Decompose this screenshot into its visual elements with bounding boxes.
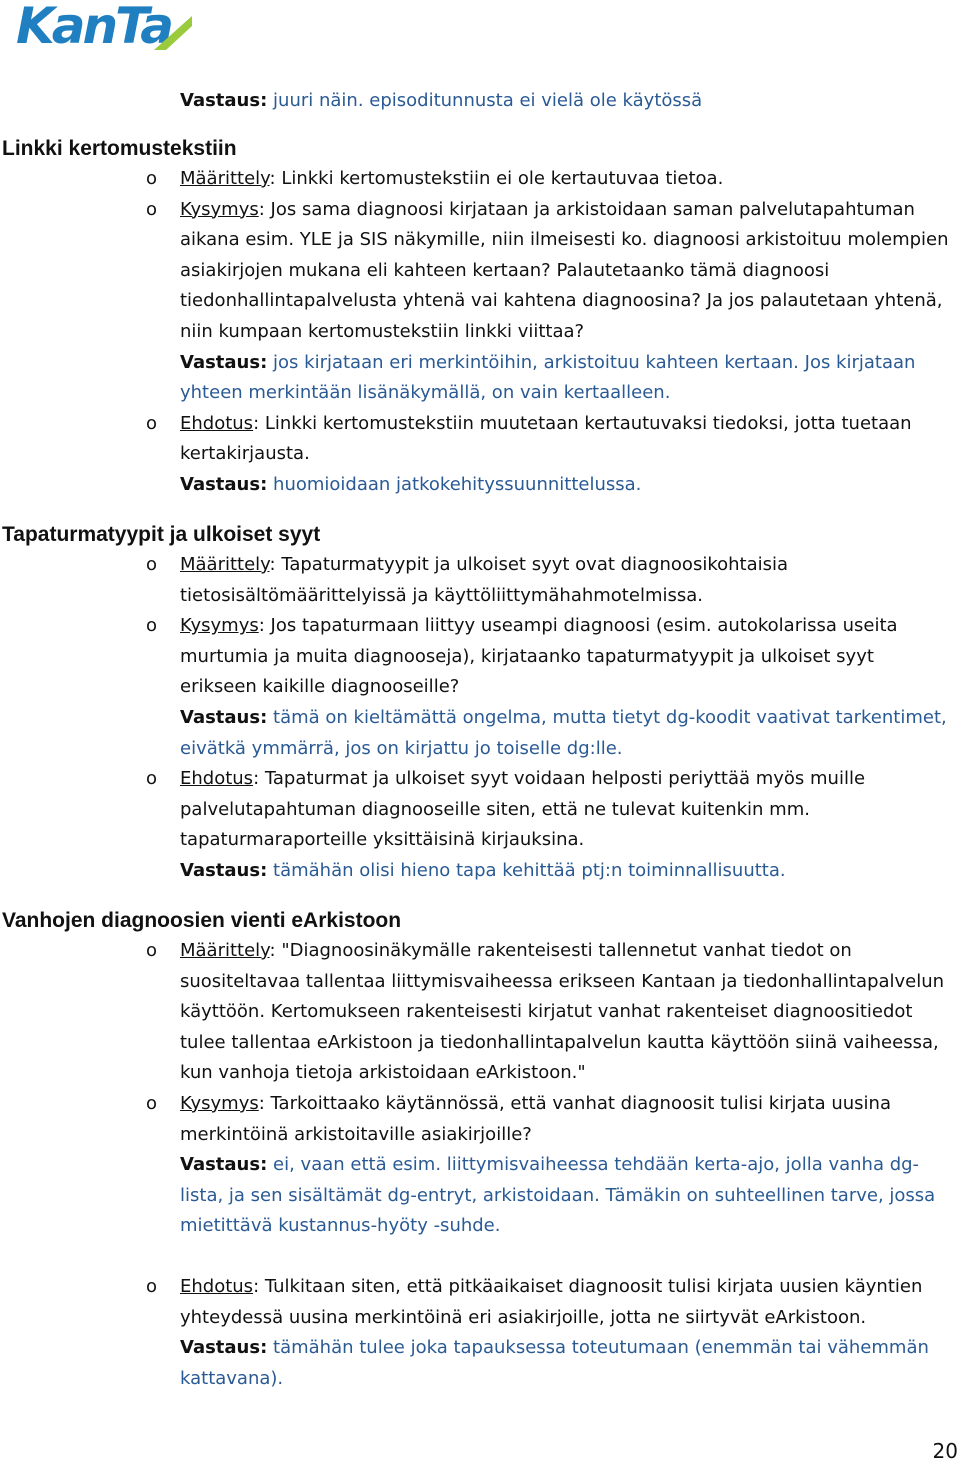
answer-text: huomioidaan jatkokehityssuunnittelussa. xyxy=(273,473,642,495)
bullet: o xyxy=(146,198,158,220)
section-vanhojen-diagnoosien xyxy=(0,908,960,1394)
bullet: o xyxy=(146,1275,158,1297)
list-item xyxy=(0,1272,960,1394)
item-text: : Jos sama diagnoosi kirjataan ja arkistoidaan saman palvelutapahtuman aikana esim. YLE ja SIS näkymille, niin ilmeisesti ko. diagnoosi arkistoituu molempien asiakirjojen mukana eli kahteen kertaan? Palautetaanko tämä diagnoosi tiedonhallintapalvelusta yhtenä vai kahtena diagnoosina? Ja jos palautetaan yhtenä, niin kumpaan kertomustekstiin linkki viittaa? xyxy=(180,198,949,342)
section-heading: Linkki kertomustekstiin xyxy=(2,137,237,160)
item-term: Kysymys xyxy=(180,615,259,637)
list-item xyxy=(0,409,960,501)
list-item xyxy=(0,195,960,409)
item-term: Määrittely xyxy=(180,168,270,189)
item-term: Määrittely xyxy=(180,554,270,575)
list-item xyxy=(0,550,960,611)
answer-label: Vastaus: xyxy=(180,351,268,373)
list-item xyxy=(0,164,960,195)
answer-label: Vastaus: xyxy=(180,1154,268,1176)
answer-line xyxy=(180,348,954,409)
item-term: Ehdotus xyxy=(180,768,254,790)
answer-label: Vastaus: xyxy=(180,473,268,495)
section-linkki xyxy=(0,136,960,501)
list-item xyxy=(0,936,960,1089)
answer-line xyxy=(180,1150,954,1242)
answer-text: jos kirjataan eri merkintöihin, arkistoituu kahteen kertaan. Jos kirjataan yhteen merkintään lisänäkymällä, on vain kertaalleen. xyxy=(180,351,916,404)
bullet: o xyxy=(146,615,158,637)
bullet: o xyxy=(146,940,158,961)
item-text: : Tulkitaan siten, että pitkäaikaiset diagnoosit tulisi kirjata uusien käyntien yhteydessä uusina merkintöinä eri asiakirjoille, jotta ne siirtyvät eArkistoon. xyxy=(180,1275,923,1328)
item-text: : Linkki kertomustekstiin ei ole kertautuvaa tietoa. xyxy=(269,168,724,189)
logo-wedge-icon xyxy=(144,10,192,50)
section-tapaturmatyypit xyxy=(0,522,960,887)
kanta-logo xyxy=(16,0,180,55)
item-text: : Tapaturmat ja ulkoiset syyt voidaan helposti periyttää myös muille palvelutapahtuman diagnooseille siten, että ne tulevat kuitenkin mm. tapaturmaraporteille yksittäisinä kirjauksina. xyxy=(180,768,866,851)
bullet: o xyxy=(146,412,158,434)
bullet: o xyxy=(146,768,158,790)
answer-text: tämähän tulee joka tapauksessa toteutumaan (enemmän tai vähemmän kattavana). xyxy=(180,1337,929,1389)
top-answer xyxy=(180,86,950,117)
answer-line xyxy=(180,856,954,887)
answer-text: tämä on kieltämättä ongelma, mutta tietyt dg-koodit vaativat tarkentimet, eivätkä ymmärrä, jos on kirjattu jo toiselle dg:lle. xyxy=(180,706,947,759)
item-text: : "Diagnoosinäkymälle rakenteisesti tallennetut vanhat tiedot on suositeltavaa tallentaa liittymisvaiheessa erikseen Kantaan ja tiedonhallintapalvelun käyttöön. Kertomukseen rakenteisesti kirjatut vanhat rakenteiset diagnoositiedot tulee tallentaa eArkistoon ja tiedonhallintapalvelun kautta käyttöön siinä vaiheessa, kun vanhoja tietoja arkistoidaan eArkistoon." xyxy=(180,940,945,1084)
section-heading: Vanhojen diagnoosien vienti eArkistoon xyxy=(2,909,402,932)
answer-text: ei, vaan että esim. liittymisvaiheessa tehdään kerta-ajo, jolla vanha dg-lista, ja sen sisältämät dg-entryt, arkistoidaan. Tämäkin on suhteellinen tarve, jossa mietittävä kustannus-hyöty -suhde. xyxy=(180,1154,936,1237)
answer-label: Vastaus: xyxy=(180,90,268,111)
item-term: Määrittely xyxy=(180,940,270,961)
item-term: Kysymys xyxy=(180,198,259,220)
list-item xyxy=(0,1089,960,1242)
answer-text: tämähän olisi hieno tapa kehittää ptj:n toiminnallisuutta. xyxy=(273,859,786,881)
item-term: Kysymys xyxy=(180,1092,259,1114)
answer-label: Vastaus: xyxy=(180,859,268,881)
logo-text: KanTa xyxy=(16,0,171,55)
bullet: o xyxy=(146,554,158,575)
item-term: Ehdotus xyxy=(180,412,254,434)
item-term: Ehdotus xyxy=(180,1275,254,1297)
answer-line xyxy=(180,470,954,501)
answer-label: Vastaus: xyxy=(180,706,268,728)
list-item xyxy=(0,611,960,764)
item-text: : Linkki kertomustekstiin muutetaan kertautuvaksi tiedoksi, jotta tuetaan kertakirjausta. xyxy=(180,412,912,465)
answer-text: juuri näin. episoditunnusta ei vielä ole käytössä xyxy=(273,90,703,111)
bullet: o xyxy=(146,168,158,189)
page-number: 20 xyxy=(932,1439,958,1463)
answer-label: Vastaus: xyxy=(180,1337,268,1359)
item-text: : Tapaturmatyypit ja ulkoiset syyt ovat diagnoosikohtaisia tietosisältömäärittelyissä ja käyttöliittymähahmotelmissa. xyxy=(180,554,789,606)
answer-line xyxy=(180,703,954,764)
bullet: o xyxy=(146,1092,158,1114)
answer-line xyxy=(180,1333,954,1394)
item-text: : Jos tapaturmaan liittyy useampi diagnoosi (esim. autokolarissa useita murtumia ja muita diagnooseja), kirjataanko tapaturmatyypit ja ulkoiset syyt erikseen kaikille diagnooseille? xyxy=(180,615,898,698)
section-heading: Tapaturmatyypit ja ulkoiset syyt xyxy=(2,523,321,546)
item-text: : Tarkoittaako käytännössä, että vanhat diagnoosit tulisi kirjata uusina merkintöinä arkistoitaville asiakirjoille? xyxy=(180,1092,891,1145)
list-item xyxy=(0,764,960,886)
